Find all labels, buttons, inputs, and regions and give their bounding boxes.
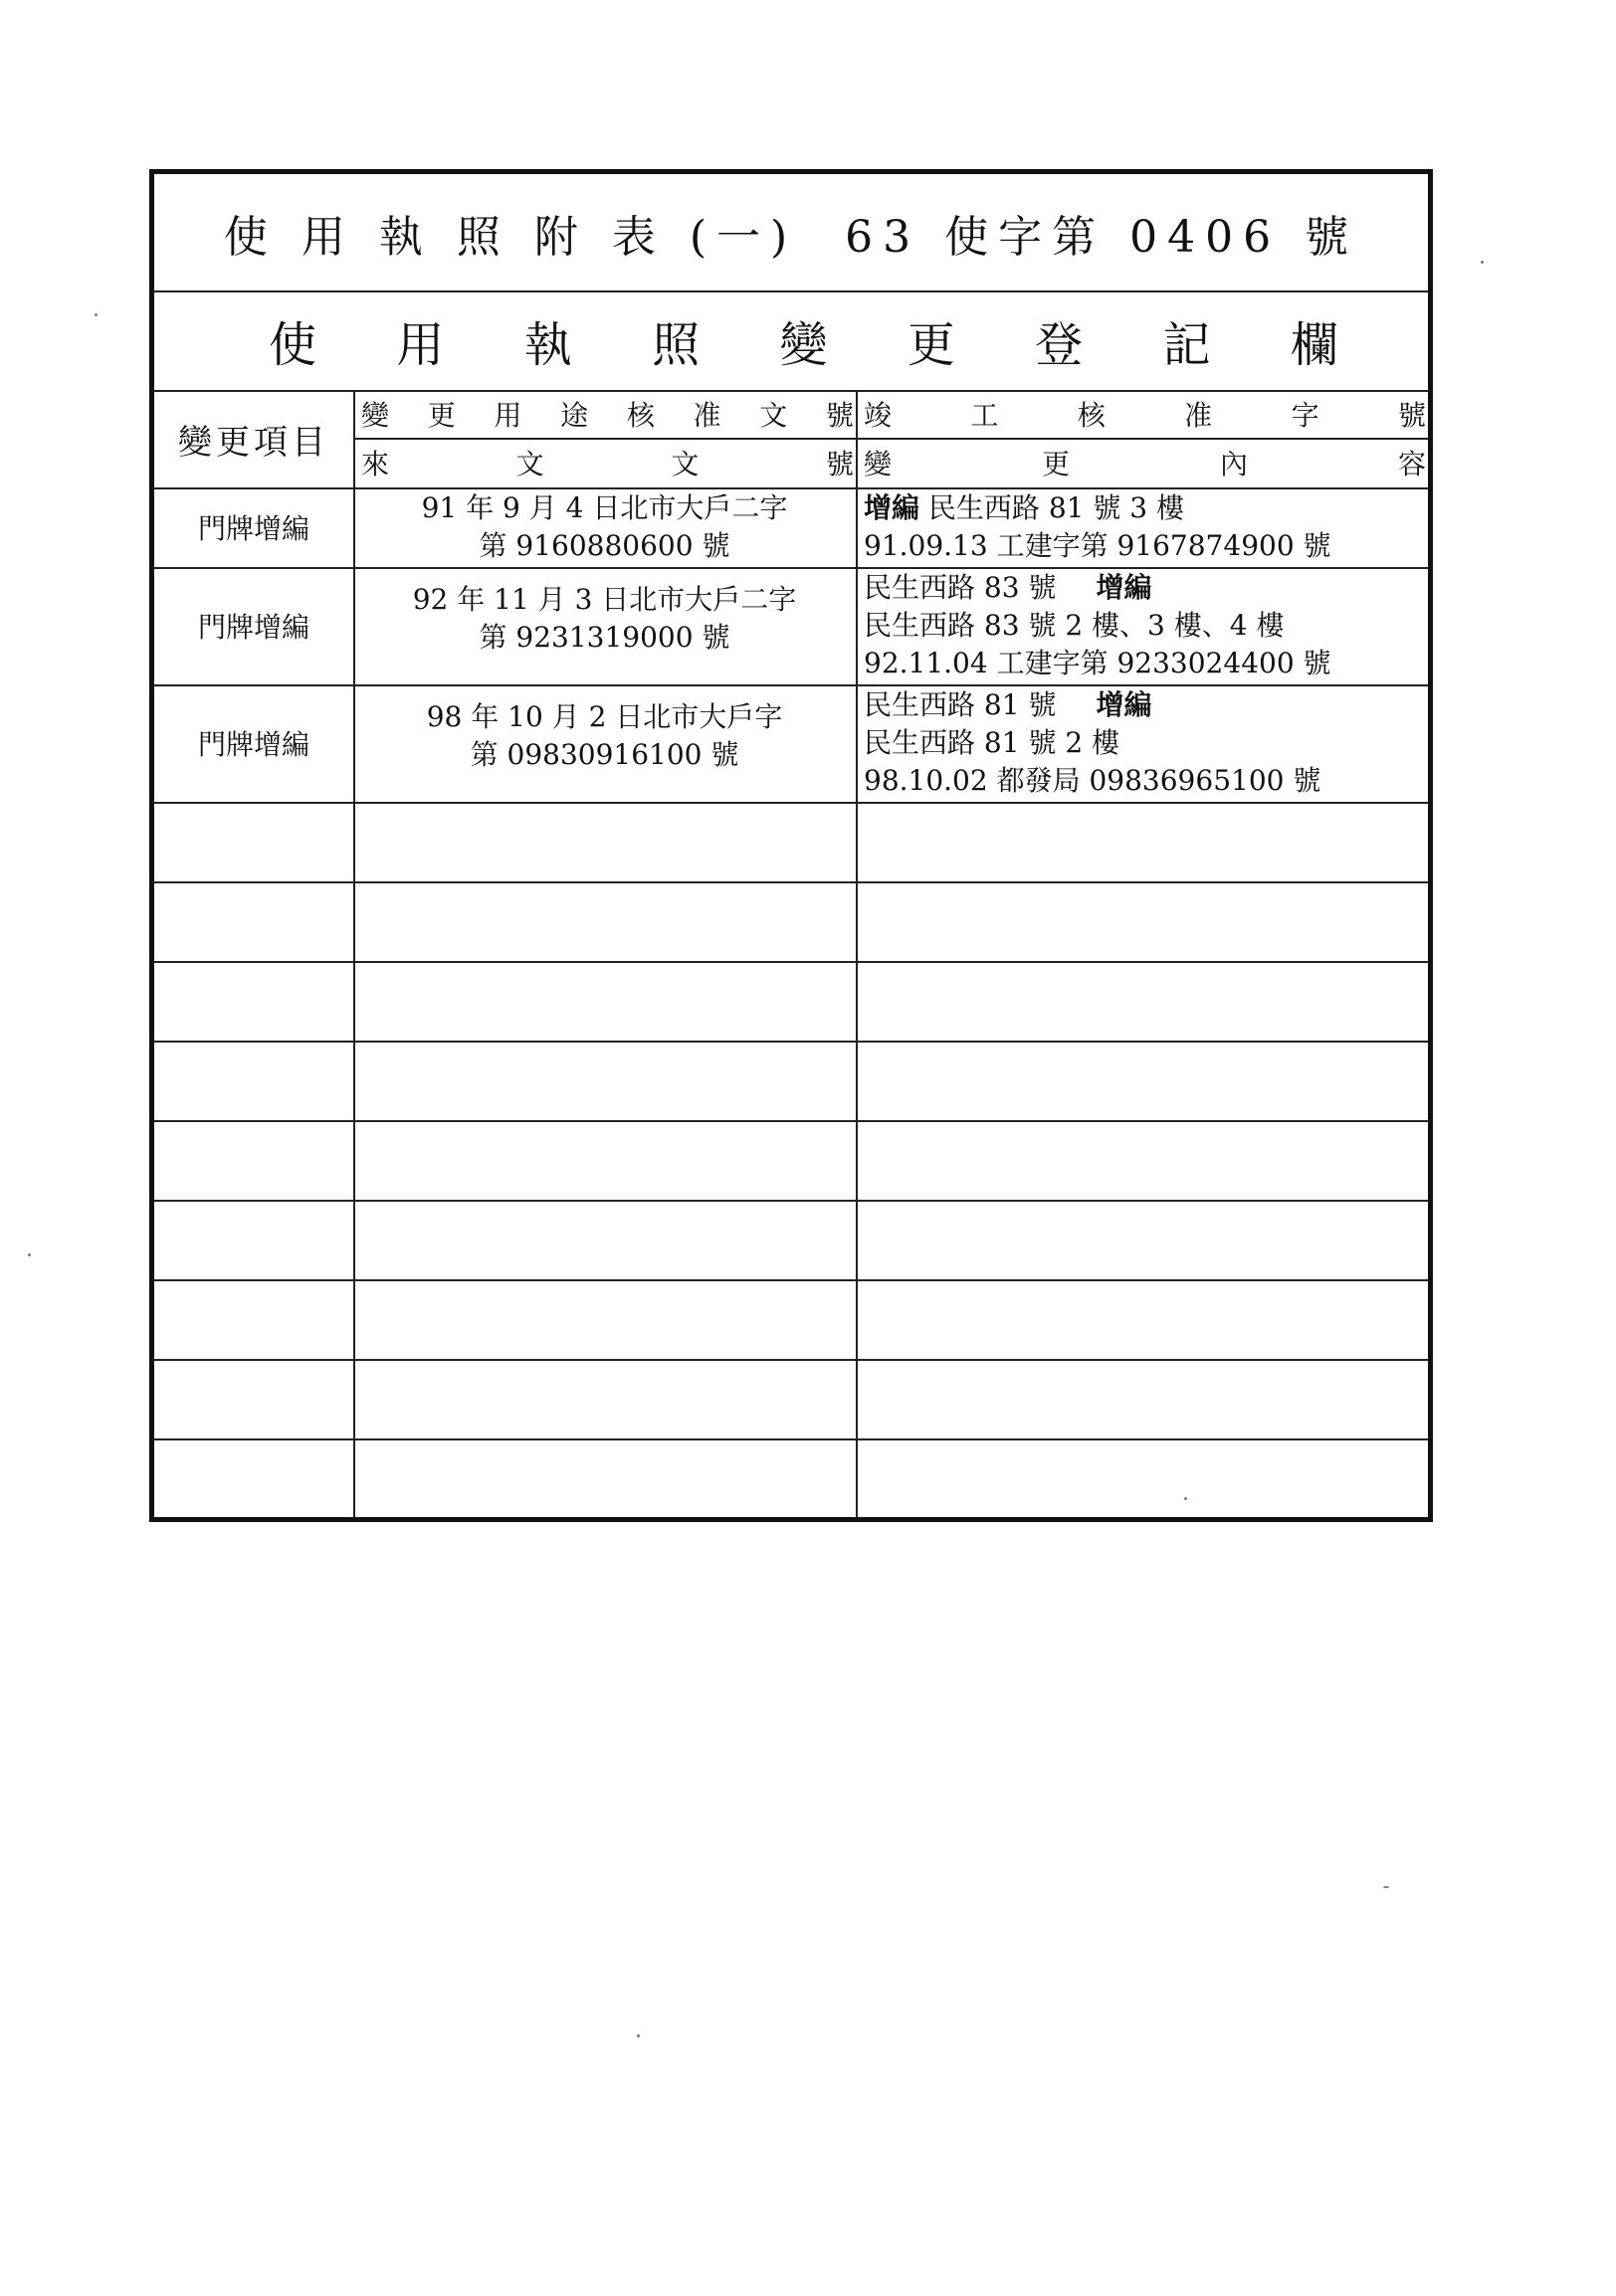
scan-speck bbox=[95, 313, 98, 316]
subtitle-char: 記 bbox=[1162, 316, 1211, 373]
content-text: 民生西路 83 號 bbox=[864, 571, 1057, 604]
row-doc-number bbox=[353, 487, 856, 567]
row-change-item: 門牌增編 bbox=[197, 512, 309, 545]
content-line: 91.09.13 工建字第 9167874900 號 bbox=[864, 529, 1331, 562]
header-char: 變 bbox=[361, 399, 390, 432]
subtitle-char: 變 bbox=[779, 316, 828, 373]
header-char: 號 bbox=[825, 448, 854, 480]
change-record-table bbox=[154, 390, 1428, 1517]
subtitle-row bbox=[154, 290, 1428, 392]
document-title: 使 用 執 照 附 表 (一) 63 使字第 0406 號 bbox=[223, 211, 1359, 263]
row-doc-number bbox=[353, 567, 856, 670]
subtitle-char: 登 bbox=[1035, 316, 1084, 373]
header-char: 內 bbox=[1219, 448, 1248, 480]
scan-speck bbox=[1481, 261, 1484, 264]
header-char: 更 bbox=[427, 399, 456, 432]
row-change-content bbox=[856, 567, 1428, 684]
doc-line: 第 09830916100 號 bbox=[470, 738, 739, 771]
header-doc-bottom bbox=[353, 438, 856, 487]
header-char: 用 bbox=[494, 399, 522, 432]
content-line bbox=[864, 686, 1428, 724]
content-tag: 增編 bbox=[1096, 571, 1152, 604]
header-doc-top bbox=[353, 390, 856, 438]
row-divider bbox=[154, 1120, 1428, 1122]
document-subtitle bbox=[154, 306, 1428, 375]
content-tag: 增編 bbox=[1096, 688, 1152, 721]
header-char: 途 bbox=[560, 399, 589, 432]
row-divider bbox=[154, 881, 1428, 883]
subtitle-char: 用 bbox=[396, 316, 445, 373]
content-line: 民生西路 83 號 2 樓、3 樓、4 樓 bbox=[864, 609, 1285, 642]
doc-line: 98 年 10 月 2 日北市大戶字 bbox=[426, 700, 783, 733]
content-line: 98.10.02 都發局 09836965100 號 bbox=[864, 764, 1321, 797]
header-char: 變 bbox=[864, 448, 893, 480]
header-char: 工 bbox=[970, 399, 999, 432]
header-char: 核 bbox=[626, 399, 655, 432]
content-line: 92.11.04 工建字第 9233024400 號 bbox=[864, 647, 1331, 679]
row-change-item: 門牌增編 bbox=[197, 728, 309, 761]
subtitle-char: 更 bbox=[907, 316, 955, 373]
subtitle-char: 照 bbox=[652, 316, 701, 373]
header-char: 更 bbox=[1041, 448, 1070, 480]
doc-line: 91 年 9 月 4 日北市大戶二字 bbox=[421, 491, 788, 524]
row-divider bbox=[154, 1438, 1428, 1440]
header-char: 容 bbox=[1397, 448, 1426, 480]
content-line bbox=[864, 489, 1428, 527]
header-char: 號 bbox=[1397, 399, 1426, 432]
row-divider bbox=[154, 802, 1428, 804]
content-text: 民生西路 81 號 3 樓 bbox=[919, 491, 1184, 524]
doc-line: 第 9231319000 號 bbox=[479, 621, 730, 654]
content-tag: 增編 bbox=[864, 491, 920, 524]
header-char: 准 bbox=[1184, 399, 1213, 432]
row-change-item: 門牌增編 bbox=[197, 611, 309, 644]
row-divider bbox=[154, 961, 1428, 963]
title-row bbox=[154, 174, 1428, 292]
scan-speck bbox=[1383, 1886, 1389, 1888]
content-text: 民生西路 81 號 bbox=[864, 688, 1057, 721]
header-char: 文 bbox=[759, 399, 788, 432]
scan-speck bbox=[28, 1253, 31, 1256]
row-divider bbox=[154, 1200, 1428, 1202]
content-line bbox=[864, 569, 1428, 607]
header-content-bottom bbox=[856, 438, 1428, 487]
header-char: 文 bbox=[671, 448, 700, 480]
header-char: 准 bbox=[693, 399, 721, 432]
header-char: 文 bbox=[515, 448, 544, 480]
scan-speck bbox=[637, 2034, 640, 2037]
header-change-item: 變更項目 bbox=[178, 422, 329, 463]
header-char: 竣 bbox=[864, 399, 893, 432]
doc-line: 第 9160880600 號 bbox=[479, 529, 730, 562]
doc-line: 92 年 11 月 3 日北市大戶二字 bbox=[412, 583, 797, 616]
header-content-top bbox=[856, 390, 1428, 438]
subtitle-char: 執 bbox=[523, 316, 572, 373]
content-line: 民生西路 81 號 2 樓 bbox=[864, 726, 1120, 759]
header-char: 核 bbox=[1077, 399, 1106, 432]
header-char: 號 bbox=[825, 399, 854, 432]
subtitle-char: 使 bbox=[269, 316, 317, 373]
subtitle-char: 欄 bbox=[1290, 316, 1338, 373]
license-change-sheet bbox=[149, 169, 1433, 1522]
row-doc-number bbox=[353, 684, 856, 788]
row-divider bbox=[154, 1359, 1428, 1361]
header-char: 來 bbox=[361, 448, 390, 480]
row-change-content bbox=[856, 487, 1428, 567]
row-divider bbox=[154, 1041, 1428, 1043]
row-change-content bbox=[856, 684, 1428, 802]
row-divider bbox=[154, 1279, 1428, 1281]
header-char: 字 bbox=[1291, 399, 1319, 432]
